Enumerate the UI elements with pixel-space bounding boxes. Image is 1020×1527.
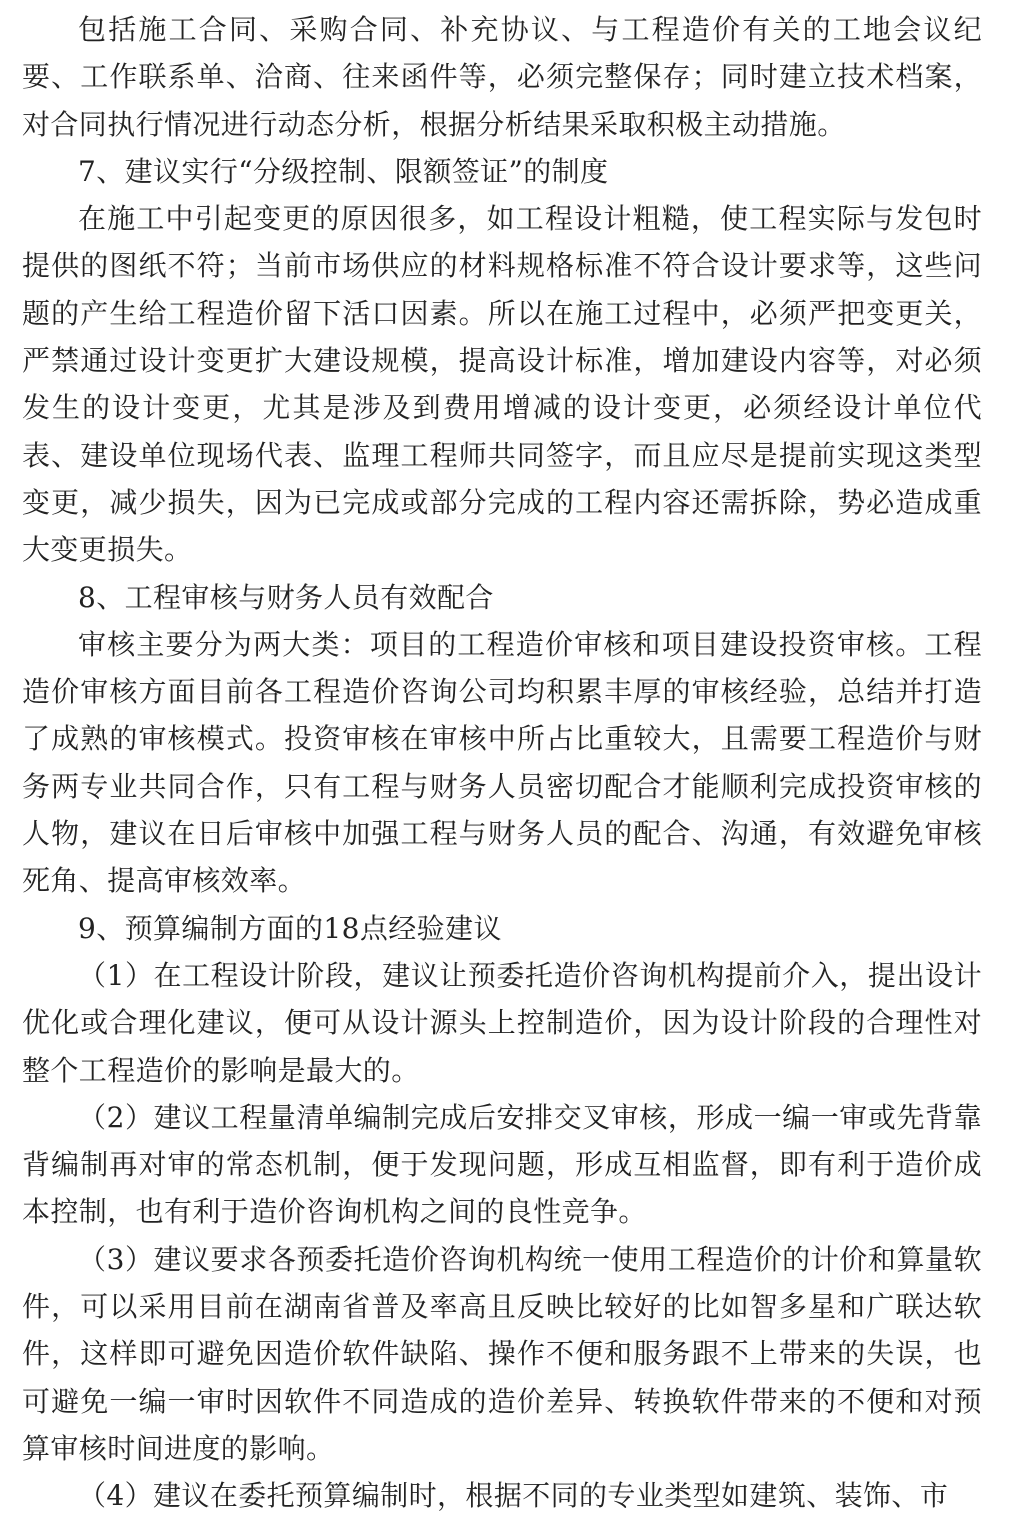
- paragraph-suggestion-2: （2）建议工程量清单编制完成后安排交叉审核，形成一编一审或先背靠背编制再对审的常态机制，便于发现问题，形成互相监督，即有利于造价成本控制，也有利于造价咨询机构之间的良性竞争。: [22, 1100, 982, 1229]
- paragraph-suggestion-4: （4）建议在委托预算编制时，根据不同的专业类型如建筑、装饰、市: [78, 1479, 949, 1513]
- paragraph-contract-records: 包括施工合同、采购合同、补充协议、与工程造价有关的工地会议纪要、工作联系单、洽商、往来函件等，必须完整保存；同时建立技术档案，对合同执行情况进行动态分析，根据分析结果采取积极主动措施。: [22, 13, 982, 141]
- paragraph-suggestion-3: （3）建议要求各预委托造价咨询机构统一使用工程造价的计价和算量软件，可以采用目前在湖南省普及率高且反映比较好的比如智多星和广联达软件，这样即可避免因造价软件缺陷、操作不便和服务跟不上带来的失误，也可避免一编一审时因软件不同造成的造价差异、转换软件带来的不便和对预算审核时间进度的影响。: [22, 1242, 982, 1465]
- document-page: [22, 6, 982, 1520]
- paragraph-audit-finance: 审核主要分为两大类：项目的工程造价审核和项目建设投资审核。工程造价审核方面目前各工程造价咨询公司均积累丰厚的审核经验，总结并打造了成熟的审核模式。投资审核在审核中所占比重较大，且需要工程造价与财务两专业共同合作，只有工程与财务人员密切配合才能顺利完成投资审核的人物，建议在日后审核中加强工程与财务人员的配合、沟通，有效避免审核死角、提高审核效率。: [22, 627, 982, 898]
- section-heading-8: 8、工程审核与财务人员有效配合: [78, 580, 494, 614]
- section-heading-9: 9、预算编制方面的18点经验建议: [78, 911, 502, 945]
- paragraph-design-changes: 在施工中引起变更的原因很多，如工程设计粗糙，使工程实际与发包时提供的图纸不符；当前市场供应的材料规格标准不符合设计要求等，这些问题的产生给工程造价留下活口因素。所以在施工过程中，必须严把变更关，严禁通过设计变更扩大建设规模，提高设计标准，增加建设内容等，对必须发生的设计变更，尤其是涉及到费用增减的设计变更，必须经设计单位代表、建设单位现场代表、监理工程师共同签字，而且应尽是提前实现这类型变更，减少损失，因为已完成或部分完成的工程内容还需拆除，势必造成重大变更损失。: [22, 202, 982, 567]
- section-heading-7: 7、建议实行“分级控制、限额签证”的制度: [78, 154, 609, 188]
- paragraph-suggestion-1: （1）在工程设计阶段，建议让预委托造价咨询机构提前介入，提出设计优化或合理化建议，便可从设计源头上控制造价，因为设计阶段的合理性对整个工程造价的影响是最大的。: [22, 958, 982, 1087]
